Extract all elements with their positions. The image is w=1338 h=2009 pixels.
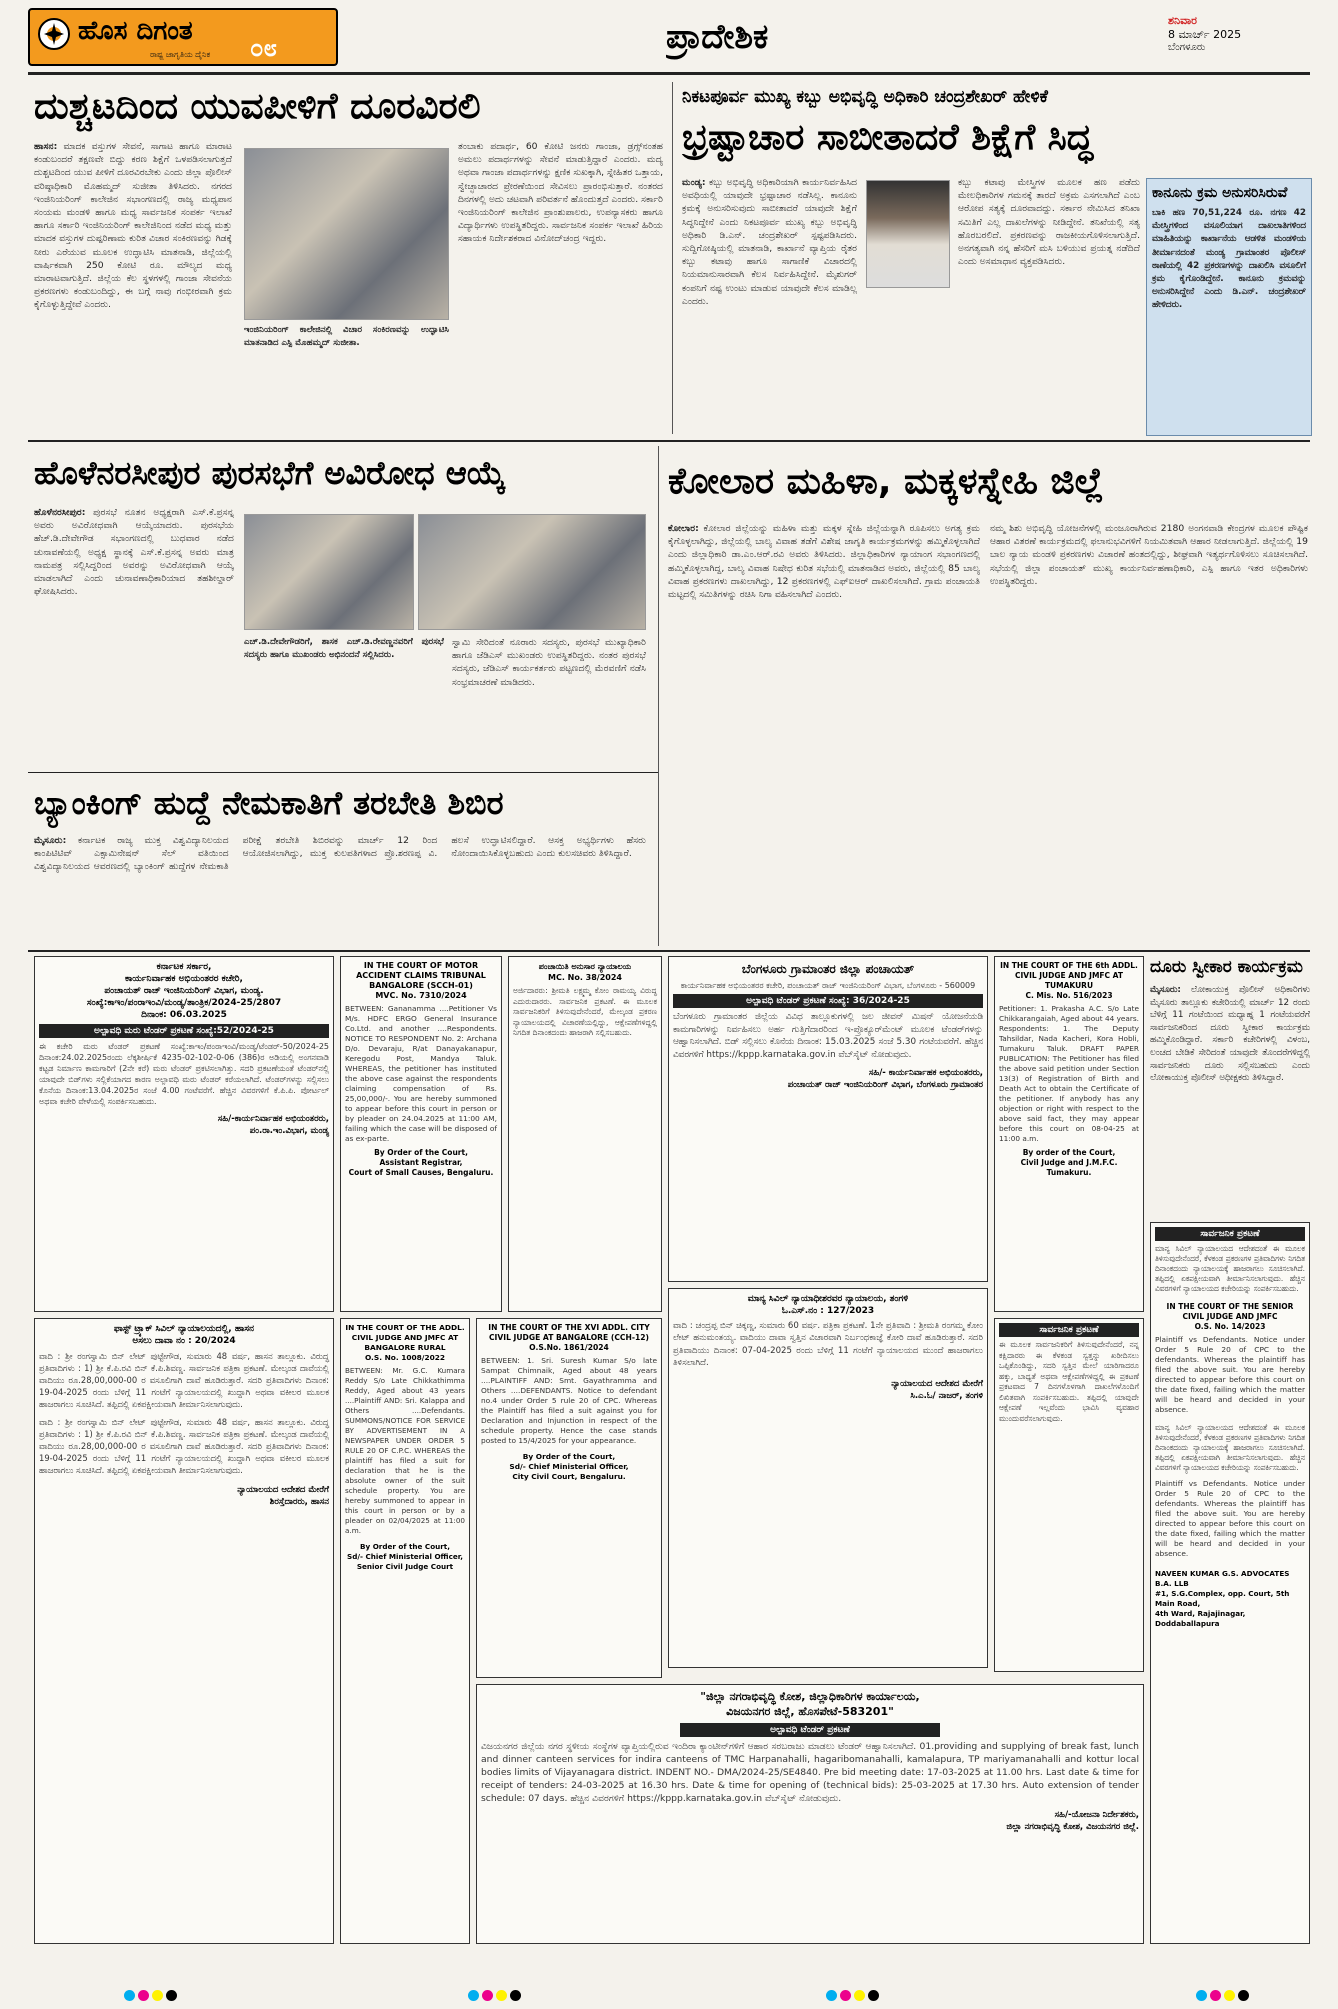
tkr-sign: ನ್ಯಾಯಾಲಯದ ಆದೇಶದ ಮೇರೆಗೆ ಸಿ.ಎ.ಓ/ ನಾಜರ್, ತಂಗಳಿ [891, 1378, 983, 1401]
article5-headline: ಕೋಲಾರ ಮಹಿಳಾ, ಮಕ್ಕಳಸ್ನೇಹಿ ಜಿಲ್ಲೆ [668, 461, 1104, 502]
court-ad-mvc [340, 956, 502, 1312]
zp-sign: ಸಹಿ/- ಕಾರ್ಯನಿರ್ವಾಹಕ ಅಭಿಯಂತರರು, ಪಂಚಾಯತ್ ರಾಜ್ ಇಂಜಿನಿಯರಿಂಗ್ ವಿಭಾಗ, ಬೆಂಗಳೂರು ಗ್ರಾಮಾಂತರ [787, 1068, 983, 1090]
tumkur-body: Petitioner: 1. Prakasha A.C. S/o Late Chikkarangaiah, Aged about 44 years. Respondents: 1. The Deputy Tahsildar, Nada Kacheri, Kora Hobli, Tumakuru Taluk. DRAFT PAPER PUBLICATION: The Petitioner has filed the above said petition under Section 13(3) of Registration of Birth and Death Act to obtain the Certificate of the petitioner. If anybody has any objection or right with respect to the above said fact, they may appear before this court on 08-04-25 at 11:00 a.m. [999, 1004, 1139, 1143]
article2-text1: ಕಬ್ಬು ಅಭಿವೃದ್ಧಿ ಅಧಿಕಾರಿಯಾಗಿ ಕಾರ್ಯನಿರ್ವಹಿಸಿದ ಅವಧಿಯಲ್ಲಿ ಯಾವುದೇ ಭ್ರಷ್ಟಾಚಾರ ನಡೆಸಿಲ್ಲ. ಕಾನೂನು ಕ್ರಮಕ್ಕೆ ಅನುಸರಿಸುವುದು ಸಾಬೀತಾದರೆ ಯಾವುದೇ ಶಿಕ್ಷೆಗೆ ಸಿದ್ಧನಿದ್ದೇನೆ ಎಂದು ನಿಕಟಪೂರ್ವ ಮುಖ್ಯ ಕಬ್ಬು ಅಭಿವೃದ್ಧಿ ಅಧಿಕಾರಿ ಡಿ.ಎನ್. ಚಂದ್ರಶೇಖರ್ ಸ್ಪಷ್ಟಪಡಿಸಿದರು. ಸುದ್ದಿಗೋಷ್ಠಿಯಲ್ಲಿ ಮಾತನಾಡಿ, ಕಾರ್ಖಾನೆ ವ್ಯಾಪ್ತಿಯ ರೈತರ ಕಬ್ಬು ಕಟಾವು ಹಾಗೂ ಸಾಗಾಣಿಕೆ ವಿಚಾರದಲ್ಲಿ ನಿಯಮಾನುಸಾರವಾಗಿ ಕೆಲಸ ನಿರ್ವಹಿಸಿದ್ದೇನೆ. ಮೈಶುಗರ್ ಕಂಪನಿಗೆ ನಷ್ಟ ಉಂಟು ಮಾಡುವ ಯಾವುದೇ ಕೆಲಸ ಮಾಡಿಲ್ಲ ಎಂದರು. [682, 177, 857, 307]
row2-rule-left [28, 772, 658, 773]
tumkur-sign: By order of the Court, Civil Judge and J.M.F.C. Tumakuru. [1020, 1148, 1118, 1177]
right-court-body-repeat: Plaintiff vs Defendants. Notice under Order 5 Rule 20 of CPC to the defendants. Whereas the plaintiff has filed the above suit. You are hereby directed to appear before this court on the date fixed, failing which the matter will be heard and decided in your absence. [1155, 1479, 1305, 1558]
hsn-sign: ನ್ಯಾಯಾಲಯದ ಆದೇಶದ ಮೇರೆಗೆ ಶಿರಸ್ತೆದಾರರು, ಹಾಸನ [237, 1485, 329, 1507]
article5-text1: ಕೋಲಾರ ಜಿಲ್ಲೆಯನ್ನು ಮಹಿಳಾ ಮತ್ತು ಮಕ್ಕಳ ಸ್ನೇಹಿ ಜಿಲ್ಲೆಯನ್ನಾಗಿ ರೂಪಿಸಲು ಅಗತ್ಯ ಕ್ರಮ ಕೈಗೊಳ್ಳಲಾಗಿದ್ದು, ಜಿಲ್ಲೆಯಲ್ಲಿ ಬಾಲ್ಯ ವಿವಾಹ ತಡೆಗೆ ವಿಶೇಷ ಜಾಗೃತಿ ಕಾರ್ಯಕ್ರಮಗಳನ್ನು ಹಮ್ಮಿಕೊಳ್ಳಲಾಗಿದೆ ಎಂದು ಜಿಲ್ಲಾಧಿಕಾರಿ ಡಾ.ಎಂ.ಆರ್.ರವಿ ಅವರು ತಿಳಿಸಿದರು. ಜಿಲ್ಲಾಧಿಕಾರಿಗಳ ನ್ಯಾಯಾಂಗ ಸಭಾಂಗಣದಲ್ಲಿ ಹಮ್ಮಿಕೊಳ್ಳಲಾಗಿದ್ದ, ಬಾಲ್ಯ ವಿವಾಹ ನಿಷೇಧ ಕುರಿತ ಸಭೆಯಲ್ಲಿ ಮಾತನಾಡಿದ ಅವರು, ಜಿಲ್ಲೆಯಲ್ಲಿ 85 ಬಾಲ್ಯ ವಿವಾಹ ಪ್ರಕರಣಗಳು ದಾಖಲಾಗಿದ್ದು, 12 ಪ್ರಕರಣಗಳಲ್ಲಿ ಎಫ್ಐಆರ್ ದಾಖಲಿಸಲಾಗಿದೆ. ಗ್ರಾಮ ಪಂಚಾಯತಿ ಮಟ್ಟದಲ್ಲಿ ಸಮಿತಿಗಳನ್ನು ರಚಿಸಿ ನಿಗಾ ವಹಿಸಲಾಗಿದೆ ಎಂದರು. [668, 523, 980, 601]
right-body: ಮಾನ್ಯ ಸಿವಿಲ್ ನ್ಯಾಯಾಲಯದ ಆದೇಶದಂತೆ ಈ ಮೂಲಕ ತಿಳಿಸುವುದೇನೆಂದರೆ, ಕೆಳಕಂಡ ಪ್ರಕರಣಗಳ ಪ್ರತಿವಾದಿಗಳು ನಿಗದಿತ ದಿನಾಂಕದಂದು ನ್ಯಾಯಾಲಯಕ್ಕೆ ಹಾಜರಾಗಲು ಸೂಚಿಸಲಾಗಿದೆ. ತಪ್ಪಿದಲ್ಲಿ ಏಕಪಕ್ಷೀಯವಾಗಿ ತೀರ್ಮಾನಿಸಲಾಗುವುದು. ಹೆಚ್ಚಿನ ವಿವರಗಳಿಗೆ ನ್ಯಾಯಾಲಯದ ಕಚೇರಿಯನ್ನು ಸಂಪರ್ಕಿಸಬಹುದು. [1155, 1244, 1305, 1293]
section-title-box [666, 12, 906, 66]
tumkur-head: IN THE COURT OF THE 6th ADDL. CIVIL JUDGE AND JMFC AT TUMAKURU C. Mis. No. 516/2023 [1000, 961, 1138, 1000]
article4-body [34, 834, 646, 944]
article1-photo [244, 148, 449, 320]
article6-box [1150, 956, 1310, 1214]
right-sign: NAVEEN KUMAR G.S. ADVOCATES B.A. LLB #1, S.G.Complex, opp. Court, 5th Main Road, 4th Ward, Rajajinagar, Doddaballapura [1155, 1569, 1290, 1628]
registration-mark [152, 1990, 163, 2001]
sidebar-text: ಬಾಕಿ ಹಣ 70,51,224 ರೂ. ನಗಣ 42 ಮೇಸ್ತ್ರಿಗಳಿಂದ ವಸೂಲಿಯಾಗ ದಾಖಲಾತಿಗಳಿಂದ ಮಾಹಿತಿಯನ್ನು ಕಾರ್ಖಾನೆಯ ಆಡಳಿತ ಮಂಡಳಿಯ ತೀರ್ಮಾನದಂತೆ ಮಂಡ್ಯ ಗ್ರಾಮಾಂತರ ಪೊಲೀಸ್ ಠಾಣೆಯಲ್ಲಿ 42 ಪ್ರಕರಣಗಳನ್ನು ದಾಖಲಿಸಿ ವಸೂಲಿಗೆ ಕ್ರಮ ಕೈಗೊಂಡಿದ್ದೇನೆ. ಕಾನೂನು ಕ್ರಮವನ್ನು ಅನುಸರಿಸಿದ್ದೇನೆ ಎಂದು ಡಿ.ಎನ್. ಚಂದ್ರಶೇಖರ್ ಹೇಳಿದರು. [1152, 208, 1306, 311]
registration-mark [496, 1990, 507, 2001]
xvi-head: IN THE COURT OF THE XVI ADDL. CITY CIVIL JUDGE AT BANGALORE (CCH-12) O.S.No. 1861/2024 [488, 1323, 650, 1352]
zp-bar: ಅಲ್ಪಾವಧಿ ಟೆಂಡರ್ ಪ್ರಕಟಣೆ ಸಂಖ್ಯೆ: 36/2024-25 [673, 994, 983, 1008]
article6-body [1150, 984, 1310, 1085]
article6-dateline: ಮೈಸೂರು: [1150, 985, 1181, 995]
brand-name: ಹೊಸ ದಿಗಂತ [78, 16, 193, 46]
article3-text1: ಪುರಸಭೆ ನೂತನ ಅಧ್ಯಕ್ಷರಾಗಿ ಎಸ್.ಕೆ.ಪ್ರಸನ್ನ ಅವರು ಅವಿರೋಧವಾಗಿ ಆಯ್ಕೆಯಾದರು. ಪುರಸಭೆಯ ಹೆಚ್.ಡಿ.ದೇವೇಗೌಡ ಸಭಾಂಗಣದಲ್ಲಿ ಬುಧವಾರ ನಡೆದ ಚುನಾವಣೆಯಲ್ಲಿ ಅಧ್ಯಕ್ಷ ಸ್ಥಾನಕ್ಕೆ ಎಸ್.ಕೆ.ಪ್ರಸನ್ನ ಅವರು ಮಾತ್ರ ನಾಮಪತ್ರ ಸಲ್ಲಿಸಿದ್ದರಿಂದ ಅವರನ್ನು ಅವಿರೋಧವಾಗಿ ಆಯ್ಕೆ ಮಾಡಲಾಗಿದೆ ಎಂದು ಚುನಾವಣಾಧಿಕಾರಿಯಾದ ತಹಶೀಲ್ದಾರ್ ಘೋಷಿಸಿದರು. [34, 507, 234, 598]
article1-body-col1 [34, 140, 232, 430]
article5-body-col2: ನಮ್ಮ ಶಿಶು ಅಭಿವೃದ್ಧಿ ಯೋಜನೆಗಳಲ್ಲಿ ಮಂಜೂರಾಗಿರುವ 2180 ಅಂಗನವಾಡಿ ಕೇಂದ್ರಗಳ ಮೂಲಕ ಪೌಷ್ಟಿಕ ಆಹಾರ ವಿತರಣೆ ಕಾರ್ಯಕ್ರಮದಲ್ಲಿ ಫಲಾನುಭವಿಗಳಿಗೆ ನಿಯಮಿತವಾಗಿ ಆಹಾರ ನೀಡಲಾಗುತ್ತಿದೆ. ಜಿಲ್ಲೆಯಲ್ಲಿ 19 ಬಾಲ ನ್ಯಾಯ ಮಂಡಳಿ ಪ್ರಕರಣಗಳು ವಿಚಾರಣೆ ಹಂತದಲ್ಲಿದ್ದು, ಶೀಘ್ರವಾಗಿ ಇತ್ಯರ್ಥಗೊಳಿಸಲು ಸೂಚಿಸಲಾಗಿದೆ. ಸಭೆಯಲ್ಲಿ ಜಿಲ್ಲಾ ಪಂಚಾಯತ್ ಮುಖ್ಯ ಕಾರ್ಯನಿರ್ವಹಣಾಧಿಕಾರಿ, ಎಸ್ಪಿ ಹಾಗೂ ಇತರ ಅಧಿಕಾರಿಗಳು ಉಪಸ್ಥಿತರಿದ್ದರು. [990, 523, 1308, 587]
hsn-head: ಫಾಸ್ಟ್ ಟ್ರ್ಯಾಕ್ ಸಿವಿಲ್ ನ್ಯಾಯಾಲಯದಲ್ಲಿ, ಹಾಸನ ಅಸಲು ದಾವಾ ನಂ : 20/2024 [113, 1324, 255, 1346]
court-ad-city-civil [476, 1318, 662, 1678]
registration-mark [468, 1990, 479, 2001]
article3-caption: ಎಚ್.ಡಿ.ದೇವೇಗೌಡರಿಗೆ, ಶಾಸಕ ಎಚ್.ಡಿ.ರೇವಣ್ಣನವರಿಗೆ ಪುರಸಭೆ ಸದಸ್ಯರು ಹಾಗೂ ಮುಖಂಡರು ಅಭಿನಂದನೆ ಸಲ್ಲಿಸಿದರು. [244, 637, 444, 661]
registration-mark [1238, 1990, 1249, 2001]
article6-text: ಲೋಕಾಯುಕ್ತ ಪೊಲೀಸ್ ಅಧಿಕಾರಿಗಳು ಮೈಸೂರು ತಾಲ್ಲೂಕು ಕಚೇರಿಯಲ್ಲಿ ಮಾರ್ಚ್ 12 ರಂದು ಬೆಳಿಗ್ಗೆ 11 ಗಂಟೆಯಿಂದ ಮಧ್ಯಾಹ್ನ 1 ಗಂಟೆಯವರೆಗೆ ಸಾರ್ವಜನಿಕರಿಂದ ದೂರು ಸ್ವೀಕಾರ ಕಾರ್ಯಕ್ರಮ ಹಮ್ಮಿಕೊಂಡಿದ್ದಾರೆ. ಸರ್ಕಾರಿ ಕಚೇರಿಗಳಲ್ಲಿ ವಿಳಂಬ, ಲಂಚದ ಬೇಡಿಕೆ ಸೇರಿದಂತೆ ಯಾವುದೇ ತೊಂದರೆಗಳಿದ್ದಲ್ಲಿ ಸಾರ್ವಜನಿಕರು ದೂರು ಸಲ್ಲಿಸಬಹುದು ಎಂದು ಲೋಕಾಯುಕ್ತ ಪೊಲೀಸ್ ಅಧೀಕ್ಷಕರು ತಿಳಿಸಿದ್ದಾರೆ. [1150, 985, 1310, 1084]
hsp-head: "ಜಿಲ್ಲಾ ನಗರಾಭಿವೃದ್ಧಿ ಕೋಶ, ಜಿಲ್ಲಾಧಿಕಾರಿಗಳ ಕಾರ್ಯಾಲಯ, ವಿಜಯನಗರ ಜಿಲ್ಲೆ, ಹೊಸಪೇಟೆ-583201" [700, 1690, 920, 1718]
article1-dateline: ಹಾಸನ: [34, 141, 58, 152]
court1-body: BETWEEN: Gananamma ....Petitioner Vs M/s. HDFC ERGO General Insurance Co.Ltd. and another ....Respondents. NOTICE TO RESPONDENT No. 2: Archana D/o. Devaraju, R/at Danayakanapur, Keregodu Post, Mandya Taluk. WHEREAS, the petitioner has instituted the above case against the respondents claiming compensation of Rs. 25,00,000/-. You are hereby summoned to appear before this court in person or by pleader on 24.04.2025 at 11:00 AM, failing which the case will be disposed of as ex-parte. [345, 1004, 497, 1143]
xvi-body: BETWEEN: 1. Sri. Suresh Kumar S/o late Sampat Chimnaik, Aged about 48 years ....PLAINTIFF AND: Smt. Gayathramma and Others ....DEFENDANTS. Notice to defendant no.4 under Order 5 rule 20 of CPC. Whereas the Plaintiff has filed a suit against you for Declaration and Injunction in respect of the schedule property. Hence the case stands posted to 15/4/2025 for your appearance. [481, 1356, 657, 1445]
court-ad-rural [340, 1318, 470, 1944]
date-box [1168, 14, 1308, 53]
zp-tender-ad [668, 956, 988, 1282]
article6-headline: ದೂರು ಸ್ವೀಕಾರ ಕಾರ್ಯಕ್ರಮ [1150, 957, 1303, 977]
right-head: ಸಾರ್ವಜನಿಕ ಪ್ರಕಟಣೆ [1155, 1227, 1305, 1241]
tkr-body: ವಾದಿ : ಚಂದ್ರಪ್ಪ ಬಿನ್ ಚಿಕ್ಕಣ್ಣ, ಸುಮಾರು 60 ವರ್ಷ. ಪತ್ರಿಕಾ ಪ್ರಕಟಣೆ. 1ನೇ ಪ್ರತಿವಾದಿ : ಶ್ರೀಮತಿ ರಂಗಮ್ಮ ಕೋಂ ಲೇಟ್ ಹನುಮಂತಯ್ಯ. ವಾದಿಯು ದಾವಾ ಸ್ವತ್ತಿನ ವಿಚಾರವಾಗಿ ನಿರ್ಬಂಧಕಾಜ್ಞೆ ಕೋರಿ ದಾವೆ ಹೂಡಿರುತ್ತಾರೆ. ಸದರಿ ಪ್ರತಿವಾದಿಯು ದಿನಾಂಕ: 07-04-2025 ರಂದು ಬೆಳಿಗ್ಗೆ 11 ಗಂಟೆಗೆ ನ್ಯಾಯಾಲಯದ ಮುಂದೆ ಹಾಜರಾಗಲು ತಿಳಿಸಲಾಗಿದೆ. [673, 1321, 983, 1369]
right-court-body: Plaintiff vs Defendants. Notice under Order 5 Rule 20 of CPC to the defendants. Whereas the plaintiff has filed the above suit. You are hereby directed to appear before this court on the date fixed, failing which the matter will be heard and decided in your absence. [1155, 1335, 1305, 1414]
registration-mark [1210, 1990, 1221, 2001]
article4-headline: ಬ್ಯಾಂಕಿಂಗ್ ಹುದ್ದೆ ನೇಮಕಾತಿಗೆ ತರಬೇತಿ ಶಿಬಿರ [34, 784, 504, 822]
registration-mark [138, 1990, 149, 2001]
article5-dateline: ಕೋಲಾರ: [668, 523, 699, 534]
addl-body: BETWEEN: Mr. G.C. Kumara Reddy S/o Late Chikkathimma Reddy, Aged about 43 years ....Plaintiff AND: Sri. Kalappa and Others ....Defendants. SUMMONS/NOTICE FOR SERVICE BY ADVERTISEMENT IN A NEWSPAPER UNDER ORDER 5 RULE 20 OF C.P.C. WHEREAS the plaintiff has filed a suit for declaration that he is the absolute owner of the suit schedule property. You are hereby summoned to appear in this court in person or by a pleader on 02/04/2025 at 11:00 a.m. [345, 1366, 465, 1535]
hsp-bar: ಅಲ್ಪಾವಧಿ ಟೆಂಡರ್ ಪ್ರಕಟಣೆ [680, 1723, 940, 1737]
court-ad-tangali [668, 1288, 988, 1668]
hsn-body-repeat: ವಾದಿ : ಶ್ರೀ ರಂಗಸ್ವಾಮಿ ಬಿನ್ ಲೇಟ್ ಪುಟ್ಟೇಗೌಡ, ಸುಮಾರು 48 ವರ್ಷ, ಹಾಸನ ತಾಲ್ಲೂಕು. ವಿರುದ್ಧ ಪ್ರತಿವಾದಿಗಳು : 1) ಶ್ರೀ ಕೆ.ಪಿ.ರವಿ ಬಿನ್ ಕೆ.ಪಿ.ಶಿವಣ್ಣ. ಸಾರ್ವಜನಿಕ ಪತ್ರಿಕಾ ಪ್ರಕಟಣೆ. ಮೇಲ್ಕಂಡ ದಾವೆಯಲ್ಲಿ ವಾದಿಯು ರೂ.28,00,000-00 ರ ವಸೂಲಿಗಾಗಿ ದಾವೆ ಹೂಡಿರುತ್ತಾರೆ. ಸದರಿ ಪ್ರತಿವಾದಿಗಳು ದಿನಾಂಕ: 19-04-2025 ರಂದು ಬೆಳಿಗ್ಗೆ 11 ಗಂಟೆಗೆ ನ್ಯಾಯಾಲಯದಲ್ಲಿ ಖುದ್ದಾಗಿ ಅಥವಾ ವಕೀಲರ ಮೂಲಕ ಹಾಜರಾಗಲು ಸೂಚಿಸಿದೆ. ತಪ್ಪಿದಲ್ಲಿ ಏಕಪಕ್ಷೀಯವಾಗಿ ತೀರ್ಮಾನಿಸಲಾಗುವುದು. [39, 1417, 329, 1475]
day-label: ಶನಿವಾರ [1168, 14, 1197, 27]
tender1-sign: ಸಹಿ/-ಕಾರ್ಯನಿರ್ವಾಹಕ ಅಭಿಯಂತರರು, ಪಂ.ರಾ.ಇಂ.ವಿಭಾಗ, ಮಂಡ್ಯ [217, 1114, 329, 1136]
col-divider-2 [658, 446, 659, 946]
row1-rule [28, 440, 1310, 442]
article2-dateline: ಮಂಡ್ಯ: [682, 177, 706, 188]
notice-head: ಸಾರ್ವಜನಿಕ ಪ್ರಕಟಣೆ [999, 1323, 1139, 1337]
page-number: ೦೮ [250, 34, 277, 62]
zp-head: ಬೆಂಗಳೂರು ಗ್ರಾಮಾಂತರ ಜಿಲ್ಲಾ ಪಂಚಾಯತ್ [741, 962, 915, 976]
article2-body-col2: ಕಬ್ಬು ಕಟಾವು ಮೇಸ್ತ್ರಿಗಳ ಮೂಲಕ ಹಣ ಪಡೆದು ಮೇಲಧಿಕಾರಿಗಳ ಗಮನಕ್ಕೆ ತಾರದೆ ಅಕ್ರಮ ಎಸಗಲಾಗಿದೆ ಎಂಬ ಆರೋಪ ಸತ್ಯಕ್ಕೆ ದೂರವಾದದ್ದು. ಸರ್ಕಾರ ನೇಮಿಸಿದ ತನಿಖಾ ಸಮಿತಿಗೆ ಎಲ್ಲ ದಾಖಲೆಗಳನ್ನು ನೀಡಿದ್ದೇನೆ. ತನಿಖೆಯಲ್ಲಿ ಸತ್ಯ ಹೊರಬರಲಿದೆ. ಪ್ರಕರಣವನ್ನು ರಾಜಕೀಯಗೊಳಿಸಲಾಗುತ್ತಿದೆ. ಅನಗತ್ಯವಾಗಿ ನನ್ನ ಹೆಸರಿಗೆ ಮಸಿ ಬಳಿಯುವ ಪ್ರಯತ್ನ ನಡೆದಿದೆ ಎಂದು ಅಸಮಾಧಾನ ವ್ಯಕ್ತಪಡಿಸಿದರು. [958, 177, 1140, 268]
article1-caption: ಇಂಜಿನಿಯರಿಂಗ್ ಕಾಲೇಜಿನಲ್ಲಿ ವಿಚಾರ ಸಂಕಿರಣವನ್ನು ಉದ್ಘಾಟಿಸಿ ಮಾತನಾಡಿದ ಎಸ್ಪಿ ಮೊಹಮ್ಮದ್ ಸುಜೀತಾ. [244, 325, 449, 349]
date-label: 8 ಮಾರ್ಚ್ 2025 [1168, 28, 1242, 41]
tender1-bar: ಅಲ್ಪಾವಧಿ ಮರು ಟೆಂಡರ್ ಪ್ರಕಟಣೆ ಸಂಖ್ಯೆ:52/2024-25 [39, 1024, 329, 1038]
article3-body-col2: ಸ್ವಾಮಿ ಸೇರಿದಂತೆ ನೂರಾರು ಸದಸ್ಯರು, ಪುರಸಭೆ ಮುಖ್ಯಾಧಿಕಾರಿ ಹಾಗೂ ಜೆಡಿಎಸ್ ಮುಖಂಡರು ಉಪಸ್ಥಿತರಿದ್ದರು. ನಂತರ ಪುರಸಭೆ ಸದಸ್ಯರು, ಜೆಡಿಎಸ್ ಕಾರ್ಯಕರ್ತರು ಪಟ್ಟಣದಲ್ಲಿ ಮೆರವಣಿಗೆ ನಡೆಸಿ ಸಂಭ್ರಮಾಚರಣೆ ಮಾಡಿದರು. [452, 637, 646, 688]
registration-mark [840, 1990, 851, 2001]
registration-mark [1224, 1990, 1235, 2001]
tender-ad-mandya [34, 956, 334, 1312]
right-body-repeat: ಮಾನ್ಯ ಸಿವಿಲ್ ನ್ಯಾಯಾಲಯದ ಆದೇಶದಂತೆ ಈ ಮೂಲಕ ತಿಳಿಸುವುದೇನೆಂದರೆ, ಕೆಳಕಂಡ ಪ್ರಕರಣಗಳ ಪ್ರತಿವಾದಿಗಳು ನಿಗದಿತ ದಿನಾಂಕದಂದು ನ್ಯಾಯಾಲಯಕ್ಕೆ ಹಾಜರಾಗಲು ಸೂಚಿಸಲಾಗಿದೆ. ತಪ್ಪಿದಲ್ಲಿ ಏಕಪಕ್ಷೀಯವಾಗಿ ತೀರ್ಮಾನಿಸಲಾಗುವುದು. ಹೆಚ್ಚಿನ ವಿವರಗಳಿಗೆ ನ್ಯಾಯಾಲಯದ ಕಚೇರಿಯನ್ನು ಸಂಪರ್ಕಿಸಬಹುದು. [1155, 1423, 1305, 1472]
article4-dateline: ಮೈಸೂರು: [34, 835, 67, 846]
article1-text1: ಮಾದಕ ವಸ್ತುಗಳ ಸೇವನೆ, ಸಾಗಾಟ ಹಾಗೂ ಮಾರಾಟ ಕಂಡುಬಂದರೆ ತಕ್ಷಣವೇ ಬಿದ್ದು ಕರಣ ಶಿಕ್ಷೆಗೆ ಒಳಪಡಿಸಲಾಗುತ್ತದೆ ದುಶ್ಚಟದಿಂದ ಯುವ ಪೀಳಿಗೆ ದೂರವಿರಬೇಕು ಎಂದು ಜಿಲ್ಲಾ ಪೊಲೀಸ್ ವರಿಷ್ಠಾಧಿಕಾರಿ ಮೊಹಮ್ಮದ್ ಸುಜೀತಾ ತಿಳಿಸಿದರು. ನಗರದ ಇಂಜಿನಿಯರಿಂಗ್ ಕಾಲೇಜಿನ ಸಭಾಂಗಣದಲ್ಲಿ ರಾಜ್ಯ ಮಧ್ಯಪಾನ ಸಂಯಮ ಮಂಡಳಿ ಹಾಗೂ ಮಧ್ಯ ಸಾರ್ವಜನಿಕ ಸಂಪರ್ಕ ಇಲಾಖೆ ಹಾಗೂ ಸರ್ಕಾರಿ ಇಂಜಿನಿಯರಿಂಗ್ ಕಾಲೇಜಿನಿಂದ ನಡೆದ ಮಧ್ಯ ಮತ್ತು ಮಾದಕ ವಸ್ತುಗಳ ದುಷ್ಪರಿಣಾಮ ಕುರಿತ ವಿಚಾರ ಸಂಕಿರಣವನ್ನು ಗಿಡಕ್ಕೆ ನೀರು ಎರೆಯುವ ಮೂಲಕ ಉದ್ಘಾಟಿಸಿ ಮಾತನಾಡಿ, ಜಿಲ್ಲೆಯಲ್ಲಿ ವಾರ್ಷಿಕವಾಗಿ 250 ಕೋಟಿ ರೂ. ಮೌಲ್ಯದ ಮಧ್ಯ ಮಾರಾಟವಾಗುತ್ತಿದೆ. ಜಿಲ್ಲೆಯ ಕೆಲ ಸ್ಥಳಗಳಲ್ಲಿ ಗಾಂಜಾ ಸೇವನೆಯ ಪ್ರಕರಣಗಳು ಕಂಡುಬಂದಿದ್ದು, ಈ ಬಗ್ಗೆ ನಾವು ಗಂಭೀರವಾಗಿ ಕ್ರಮ ಕೈಗೊಳ್ಳುತ್ತಿದ್ದೇವೆ ಎಂದರು. [34, 141, 232, 311]
registration-mark [510, 1990, 521, 2001]
col-divider [672, 82, 673, 434]
notice-body: ಈ ಮೂಲಕ ಸಾರ್ವಜನಿಕರಿಗೆ ತಿಳಿಸುವುದೇನೆಂದರೆ, ನನ್ನ ಕಕ್ಷಿದಾರರು ಈ ಕೆಳಕಂಡ ಸ್ವತ್ತನ್ನು ಖರೀದಿಸಲು ಒಪ್ಪಿಕೊಂಡಿದ್ದು, ಸದರಿ ಸ್ವತ್ತಿನ ಮೇಲೆ ಯಾರಿಗಾದರೂ ಹಕ್ಕು, ಬಾಧ್ಯತೆ ಅಥವಾ ಆಕ್ಷೇಪಣೆಗಳಿದ್ದಲ್ಲಿ ಈ ಪ್ರಕಟಣೆ ಪ್ರಕಟವಾದ 7 ದಿನಗಳೊಳಗಾಗಿ ದಾಖಲೆಗಳೊಂದಿಗೆ ಲಿಖಿತವಾಗಿ ಸಂಪರ್ಕಿಸಬಹುದು. ತಪ್ಪಿದಲ್ಲಿ ಯಾವುದೇ ಆಕ್ಷೇಪಣೆ ಇಲ್ಲವೆಂದು ಭಾವಿಸಿ ವ್ಯವಹಾರ ಮುಂದುವರೆಸಲಾಗುವುದು. [999, 1340, 1139, 1423]
sidebar-title: ಕಾನೂನು ಕ್ರಮ ಅನುಸರಿಸಿರುವೆ [1152, 185, 1288, 201]
tkr-head: ಮಾನ್ಯ ಸಿವಿಲ್ ನ್ಯಾಯಾಧೀಶರವರ ನ್ಯಾಯಾಲಯ, ತಂಗಳಿ ಓ.ಎಸ್.ನಂ : 127/2023 [747, 1294, 909, 1316]
tender1-head: ಕರ್ನಾಟಕ ಸರ್ಕಾರ, ಕಾರ್ಯನಿರ್ವಾಹಕ ಅಭಿಯಂತರರ ಕಚೇರಿ, ಪಂಚಾಯತ್ ರಾಜ್ ಇಂಜಿನಿಯರಿಂಗ್ ವಿಭಾಗ, ಮಂಡ್ಯ. ಸಂಖ್ಯೆ:ಕಾಇಂ/ಪಂರಾಇಂವಿ/ಮಂಡ್ಯ/ತಾಂತ್ರಿಕ/2024-25/2807 ದಿನಾಂಕ: 06.03.2025 [86, 962, 282, 1020]
article3-dateline: ಹೊಳೆನರಸೀಪುರ: [34, 507, 86, 518]
court-ad-hassan [34, 1318, 334, 1944]
edition-label: ಬೆಂಗಳೂರು [1168, 42, 1206, 53]
public-notice-right [1150, 1222, 1310, 1944]
article1-body-col2: ತಂಬಾಕು ಪದಾರ್ಥ, 60 ಕೋಟಿ ಜನರು ಗಾಂಜಾ, ಡ್ರಗ್ಸ್‌ನಂತಹ ಅಮಲು ಪದಾರ್ಥಗಳನ್ನು ಸೇವನೆ ಮಾಡುತ್ತಿದ್ದಾರೆ ಎಂದರು. ಮದ್ಯ ಅಥವಾ ಗಾಂಜಾ ಪದಾರ್ಥಗಳನ್ನು ಕ್ಷಣಿಕ ಸುಖಕ್ಕಾಗಿ, ಸ್ನೇಹಿತರ ಒತ್ತಾಯ, ಸ್ವೇಚ್ಛಾಚಾರದ ಪ್ರೇರಣೆಯಿಂದ ಸೇವಿಸಲು ಪ್ರಾರಂಭಿಸುತ್ತಾರೆ. ನಂತರದ ದಿನಗಳಲ್ಲಿ ಅದು ಚಟವಾಗಿ ಪರಿವರ್ತನೆ ಹೊಂದುತ್ತದೆ ಎಂದರು. ಸರ್ಕಾರಿ ಇಂಜಿನಿಯರಿಂಗ್ ಕಾಲೇಜಿನ ಪ್ರಾಂಶುಪಾಲರು, ಉಪನ್ಯಾಸಕರು ಹಾಗೂ ವಿದ್ಯಾರ್ಥಿಗಳು ಉಪಸ್ಥಿತರಿದ್ದರು. ಸಾರ್ವಜನಿಕ ಸಂಪರ್ಕ ಇಲಾಖೆ ಹಿರಿಯ ಸಹಾಯಕ ನಿರ್ದೇಶಕರಾದ ವಿನೋದ್‌ಚಂದ್ರ ಇದ್ದರು. [458, 141, 663, 245]
registration-mark [482, 1990, 493, 2001]
xvi-sign: By Order of the Court, Sd/- Chief Ministerial Officer, City Civil Court, Bengaluru. [509, 1452, 629, 1481]
tender1-body: ಈ ಕಚೇರಿ ಮರು ಟೆಂಡರ್ ಪ್ರಕಟಣೆ ಸಂಖ್ಯೆ:ಕಾಇಂ/ಪಂರಾಇಂವಿ/ಮಂಡ್ಯ/ಟೆಂಡರ್-50/2024-25 ದಿನಾಂಕ:24.02.2025ರಂದು ಲೆಕ್ಕಶೀರ್ಷಿಕೆ 4235-02-102-0-06 (386)ರ ಅಡಿಯಲ್ಲಿ ಅಂಗನವಾಡಿ ಕಟ್ಟಡ ನಿರ್ಮಾಣ ಕಾಮಗಾರಿಗೆ (2ನೇ ಕರೆ) ಮರು ಟೆಂಡರ್ ಪ್ರಕಟಿಸಲಾಗಿತ್ತು. ಸದರಿ ಪ್ರಕಟಣೆಯಂತೆ ಟೆಂಡರ್‌ನಲ್ಲಿ ಯಾವುದೇ ಬಿಡ್‌ಗಳು ಸಲ್ಲಿಕೆಯಾಗದ ಕಾರಣ ಅಲ್ಪಾವಧಿ ಮರು ಟೆಂಡರ್ ಕರೆಯಲಾಗಿದೆ. ಟೆಂಡರ್‌ಗಳನ್ನು ಸಲ್ಲಿಸಲು ಕೊನೆಯ ದಿನಾಂಕ:13.04.2025ರ ಸಂಜೆ 4.00 ಗಂಟೆವರೆಗೆ. ಹೆಚ್ಚಿನ ವಿವರಗಳಿಗೆ ಕೆ.ಪಿ.ಪಿ. ಪೋರ್ಟಲ್ ಅಥವಾ ಕಚೇರಿ ವೇಳೆಯಲ್ಲಿ ಸಂಪರ್ಕಿಸಬಹುದು. [39, 1042, 329, 1106]
zp-body: ಬೆಂಗಳೂರು ಗ್ರಾಮಾಂತರ ಜಿಲ್ಲೆಯ ವಿವಿಧ ತಾಲ್ಲೂಕುಗಳಲ್ಲಿ ಜಲ ಜೀವನ್ ಮಿಷನ್ ಯೋಜನೆಯಡಿ ಕಾಮಗಾರಿಗಳನ್ನು ನಿರ್ವಹಿಸಲು ಅರ್ಹ ಗುತ್ತಿಗೆದಾರರಿಂದ ಇ-ಪ್ರೊಕ್ಯೂರ್‌ಮೆಂಟ್ ಮೂಲಕ ಟೆಂಡರ್‌ಗಳನ್ನು ಆಹ್ವಾನಿಸಲಾಗಿದೆ. ಬಿಡ್ ಸಲ್ಲಿಸಲು ಕೊನೆಯ ದಿನಾಂಕ: 15.03.2025 ಸಂಜೆ 5.30 ಗಂಟೆಯವರೆಗೆ. ಹೆಚ್ಚಿನ ವಿವರಗಳಿಗೆ https://kppp.karnataka.gov.in ವೆಬ್‌ಸೈಟ್ ನೋಡುವುದು. [673, 1012, 983, 1060]
zp-sub: ಕಾರ್ಯನಿರ್ವಾಹಕ ಅಭಿಯಂತರರ ಕಚೇರಿ, ಪಂಚಾಯತ್ ರಾಜ್ ಇಂಜಿನಿಯರಿಂಗ್ ವಿಭಾಗ, ಬೆಂಗಳೂರು - 560009 [680, 981, 976, 990]
section-title: ಪ್ರಾದೇಶಿಕ [666, 17, 769, 57]
article5-body-col1 [668, 522, 980, 944]
row3-rule [28, 950, 1310, 952]
brand-logo [28, 8, 338, 66]
hsp-sign: ಸಹಿ/-ಯೋಜನಾ ನಿರ್ದೇಶಕರು, ಜಿಲ್ಲಾ ನಗರಾಭಿವೃದ್ಧಿ ಕೋಶ, ವಿಜಯನಗರ ಜಿಲ್ಲೆ. [1006, 1810, 1139, 1832]
registration-mark [868, 1990, 879, 2001]
hsn-body: ವಾದಿ : ಶ್ರೀ ರಂಗಸ್ವಾಮಿ ಬಿನ್ ಲೇಟ್ ಪುಟ್ಟೇಗೌಡ, ಸುಮಾರು 48 ವರ್ಷ, ಹಾಸನ ತಾಲ್ಲೂಕು. ವಿರುದ್ಧ ಪ್ರತಿವಾದಿಗಳು : 1) ಶ್ರೀ ಕೆ.ಪಿ.ರವಿ ಬಿನ್ ಕೆ.ಪಿ.ಶಿವಣ್ಣ. ಸಾರ್ವಜನಿಕ ಪತ್ರಿಕಾ ಪ್ರಕಟಣೆ. ಮೇಲ್ಕಂಡ ದಾವೆಯಲ್ಲಿ ವಾದಿಯು ರೂ.28,00,000-00 ರ ವಸೂಲಿಗಾಗಿ ದಾವೆ ಹೂಡಿರುತ್ತಾರೆ. ಸದರಿ ಪ್ರತಿವಾದಿಗಳು ದಿನಾಂಕ: 19-04-2025 ರಂದು ಬೆಳಿಗ್ಗೆ 11 ಗಂಟೆಗೆ ನ್ಯಾಯಾಲಯದಲ್ಲಿ ಖುದ್ದಾಗಿ ಅಥವಾ ವಕೀಲರ ಮೂಲಕ ಹಾಜರಾಗಲು ಸೂಚಿಸಿದೆ. ತಪ್ಪಿದಲ್ಲಿ ಏಕಪಕ್ಷೀಯವಾಗಿ ತೀರ್ಮಾನಿಸಲಾಗುವುದು. [39, 1351, 329, 1409]
court-ad-kannada [508, 956, 662, 1312]
logo-emblem-icon [38, 18, 70, 50]
article2-body-col1 [682, 176, 857, 432]
masthead [28, 8, 1310, 70]
article2-kicker: ನಿಕಟಪೂರ್ವ ಮುಖ್ಯ ಕಬ್ಬು ಅಭಿವೃದ್ಧಿ ಅಧಿಕಾರಿ ಚಂದ್ರಶೇಖರ್ ಹೇಳಿಕೆ [682, 87, 1048, 107]
article2-sidebar [1146, 178, 1312, 436]
article1-headline: ದುಶ್ಚಟದಿಂದ ಯುವಪೀಳಿಗೆ ದೂರವಿರಲಿ [34, 86, 481, 127]
registration-mark [826, 1990, 837, 2001]
court-ad-tumakuru [994, 956, 1144, 1312]
right-court: IN THE COURT OF THE SENIOR CIVIL JUDGE AND JMFC O.S. No. 14/2023 [1166, 1302, 1294, 1331]
registration-mark [1196, 1990, 1207, 2001]
court1-head: IN THE COURT OF MOTOR ACCIDENT CLAIMS TRIBUNAL BANGALORE (SCCH-01) MVC. No. 7310/2024 [356, 961, 486, 1000]
article2-portrait [866, 180, 950, 288]
article3-headline: ಹೊಳೆನರಸೀಪುರ ಪುರಸಭೆಗೆ ಅವಿರೋಧ ಆಯ್ಕೆ [34, 454, 506, 492]
hsp-body: ವಿಜಯನಗರ ಜಿಲ್ಲೆಯ ನಗರ ಸ್ಥಳೀಯ ಸಂಸ್ಥೆಗಳ ವ್ಯಾಪ್ತಿಯಲ್ಲಿರುವ ಇಂದಿರಾ ಕ್ಯಾಂಟೀನ್‌ಗಳಿಗೆ ಆಹಾರ ಸರಬರಾಜು ಮಾಡಲು ಟೆಂಡರ್ ಆಹ್ವಾನಿಸಲಾಗಿದೆ. 01.providing and supplying of break fast, lunch and dinner canteen services for indira canteens of TMC Harpanahalli, hagaribomanahalli, kamalapura, TP mariyamanahalli and kottur local bodies limits of Vijayanagara district. INDENT NO.- DMA/2024-25/SE4840. Pre bid meeting date: 17-03-2025 at 11.00 hrs. Last date & time for receipt of tenders: 24-03-2025 at 16.30 hrs. Date & time for opening of (technical bids): 25-03-2025 at 17.30 hrs. Auto extension of tender schedule: 07 days. ಹೆಚ್ಚಿನ ವಿವರಗಳಿಗೆ https://kppp.karnataka.gov.in ವೆಬ್‌ಸೈಟ್ ನೋಡುವುದು. [481, 1741, 1139, 1804]
registration-mark [854, 1990, 865, 2001]
addl-sign: By Order of the Court, Sd/- Chief Ministerial Officer, Senior Civil Judge Court [347, 1542, 463, 1571]
public-notice-mid [994, 1318, 1144, 1672]
court2-body: ಅರ್ಜಿದಾರರು: ಶ್ರೀಮತಿ ಲಕ್ಷ್ಮಮ್ಮ ಕೋಂ ರಾಮಯ್ಯ ವಿರುದ್ಧ ಎದುರುದಾರರು. ಸಾರ್ವಜನಿಕ ಪ್ರಕಟಣೆ. ಈ ಮೂಲಕ ಸಾರ್ವಜನಿಕರಿಗೆ ತಿಳಿಸುವುದೇನೆಂದರೆ, ಮೇಲ್ಕಂಡ ಪ್ರಕರಣ ನ್ಯಾಯಾಲಯದಲ್ಲಿ ವಿಚಾರಣೆಯಲ್ಲಿದ್ದು, ಆಕ್ಷೇಪಣೆಗಳಿದ್ದಲ್ಲಿ ನಿಗದಿತ ದಿನಾಂಕದಂದು ಹಾಜರಾಗಿ ಸಲ್ಲಿಸಬಹುದು. [513, 986, 657, 1037]
court1-sign: By Order of the Court, Assistant Registrar, Court of Small Causes, Bengaluru. [348, 1148, 494, 1177]
article3-photo-1 [244, 514, 414, 630]
registration-mark [124, 1990, 135, 2001]
article3-photo-2 [418, 514, 646, 630]
masthead-rule [28, 72, 1310, 75]
registration-mark [166, 1990, 177, 2001]
brand-tagline: ರಾಷ್ಟ್ರ ಜಾಗೃತಿಯ ದೈನಿಕ [150, 50, 211, 59]
court2-head: ಪಂಚಾಯಿತಿ ಅನುಸಾರ ನ್ಯಾಯಾಲಯ MC. No. 38/2024 [538, 962, 632, 982]
article3-body-col1 [34, 506, 234, 768]
hospet-tender-ad [476, 1684, 1144, 1944]
article2-headline: ಭ್ರಷ್ಟಾಚಾರ ಸಾಬೀತಾದರೆ ಶಿಕ್ಷೆಗೆ ಸಿದ್ಧ [682, 117, 1093, 158]
addl-head: IN THE COURT OF THE ADDL. CIVIL JUDGE AND JMFC AT BANGALORE RURAL O.S. No. 1008/2022 [345, 1323, 465, 1362]
article4-text: ಕರ್ನಾಟಕ ರಾಜ್ಯ ಮುಕ್ತ ವಿಶ್ವವಿದ್ಯಾನಿಲಯದ ಕಾಂಪಿಟಿಟಿವ್ ಎಕ್ಸಾಮಿನೇಷನ್ ಸೆಲ್ ವತಿಯಿಂದ ವಿಶ್ವವಿದ್ಯಾನಿಲಯದ ಆವರಣದಲ್ಲಿ ಬ್ಯಾಂಕಿಂಗ್ ಹುದ್ದೆಗಳ ನೇಮಕಾತಿ ಪರೀಕ್ಷೆ ತರಬೇತಿ ಶಿಬಿರವನ್ನು ಮಾರ್ಚ್ 12 ರಿಂದ ಆಯೋಜಿಸಲಾಗಿದ್ದು, ಮುಕ್ತ ಕುಲಪತಿಗಳಾದ ಪ್ರೊ.ಶರಣಪ್ಪ ವಿ. ಹಲಸೆ ಉದ್ಘಾಟಿಸಲಿದ್ದಾರೆ. ಆಸಕ್ತ ಅಭ್ಯರ್ಥಿಗಳು ಹೆಸರು ನೋಂದಾಯಿಸಿಕೊಳ್ಳಬಹುದು ಎಂದು ಕುಲಸಚಿವರು ತಿಳಿಸಿದ್ದಾರೆ. [34, 835, 646, 873]
